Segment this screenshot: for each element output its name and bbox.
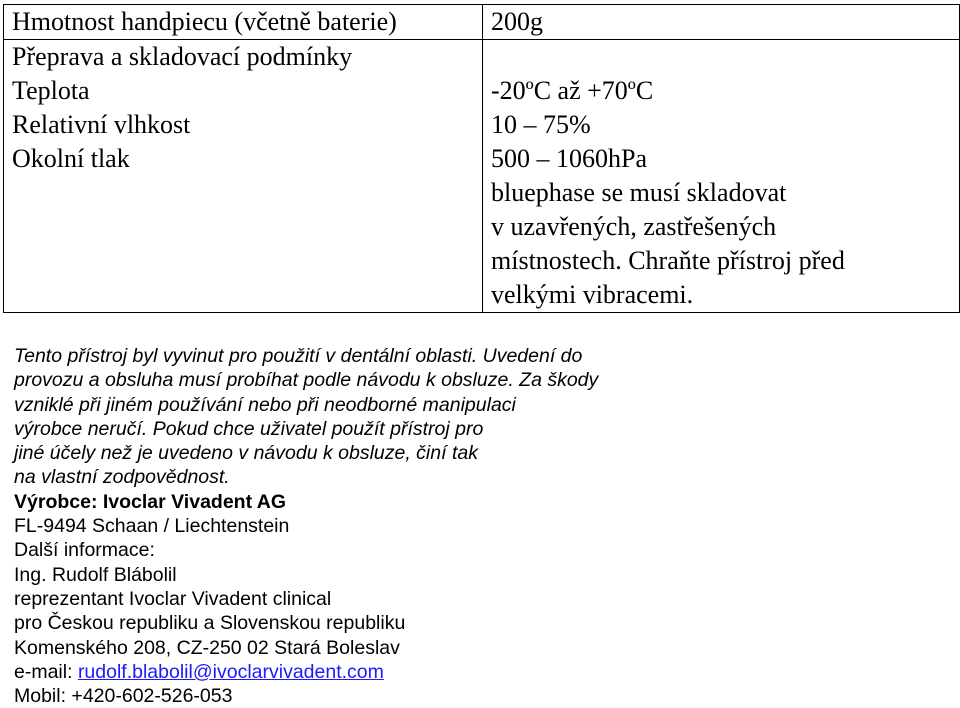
contact-line: pro Českou republiku a Slovenskou republiku	[14, 612, 406, 635]
disclaimer-line: výrobce neručí. Pokud chce uživatel použít přístroj pro	[14, 417, 484, 440]
disclaimer-line: jiné účely než je uvedeno v návodu k obsluze, činí tak	[14, 442, 478, 465]
storage-heading: Přeprava a skladovací podmínky	[12, 42, 353, 71]
storage-row	[4, 40, 960, 313]
more-info-heading: Další informace:	[14, 539, 155, 562]
mobile-phone: Mobil: +420-602-526-053	[14, 685, 233, 708]
disclaimer-line: Tento přístroj byl vyvinut pro použití v dentální oblasti. Uvedení do	[14, 345, 583, 367]
contact-line: reprezentant Ivoclar Vivadent clinical	[14, 587, 332, 610]
pressure-label: Okolní tlak	[12, 144, 130, 173]
weight-row	[4, 5, 960, 40]
storage-note-line: velkými vibracemi.	[491, 280, 694, 309]
specs-table	[3, 4, 960, 313]
storage-note-line: místnostech. Chraňte přístroj před	[491, 246, 845, 275]
disclaimer-line: provozu a obsluha musí probíhat podle návodu k obsluze. Za škody	[14, 369, 599, 392]
pressure-value: 500 – 1060hPa	[491, 144, 647, 173]
humidity-value: 10 – 75%	[491, 110, 591, 139]
contact-line: Komenského 208, CZ-250 02 Stará Boleslav	[14, 636, 400, 659]
temperature-value: -20ºC až +70ºC	[491, 76, 654, 105]
email-label: e-mail:	[14, 660, 78, 683]
disclaimer-line: na vlastní zodpovědnost.	[14, 466, 230, 489]
storage-note-line: v uzavřených, zastřešených	[491, 212, 777, 241]
contact-line: Ing. Rudolf Blábolil	[14, 563, 177, 586]
humidity-label: Relativní vlhkost	[12, 110, 191, 139]
storage-values	[483, 40, 960, 313]
storage-labels	[4, 40, 483, 313]
temperature-label: Teplota	[12, 76, 90, 105]
email-link[interactable]: rudolf.blabolil@ivoclarvivadent.com	[77, 660, 384, 683]
email-row	[14, 660, 954, 684]
weight-value: 200g	[483, 5, 960, 40]
disclaimer-block	[14, 344, 954, 708]
storage-note-line: bluephase se musí skladovat	[491, 178, 787, 207]
disclaimer-line: vzniklé při jiném používání nebo při neodborné manipulaci	[14, 393, 516, 416]
manufacturer-address: FL-9494 Schaan / Liechtenstein	[14, 515, 290, 538]
manufacturer: Výrobce: Ivoclar Vivadent AG	[14, 490, 287, 513]
weight-label: Hmotnost handpiecu (včetně baterie)	[4, 5, 483, 40]
